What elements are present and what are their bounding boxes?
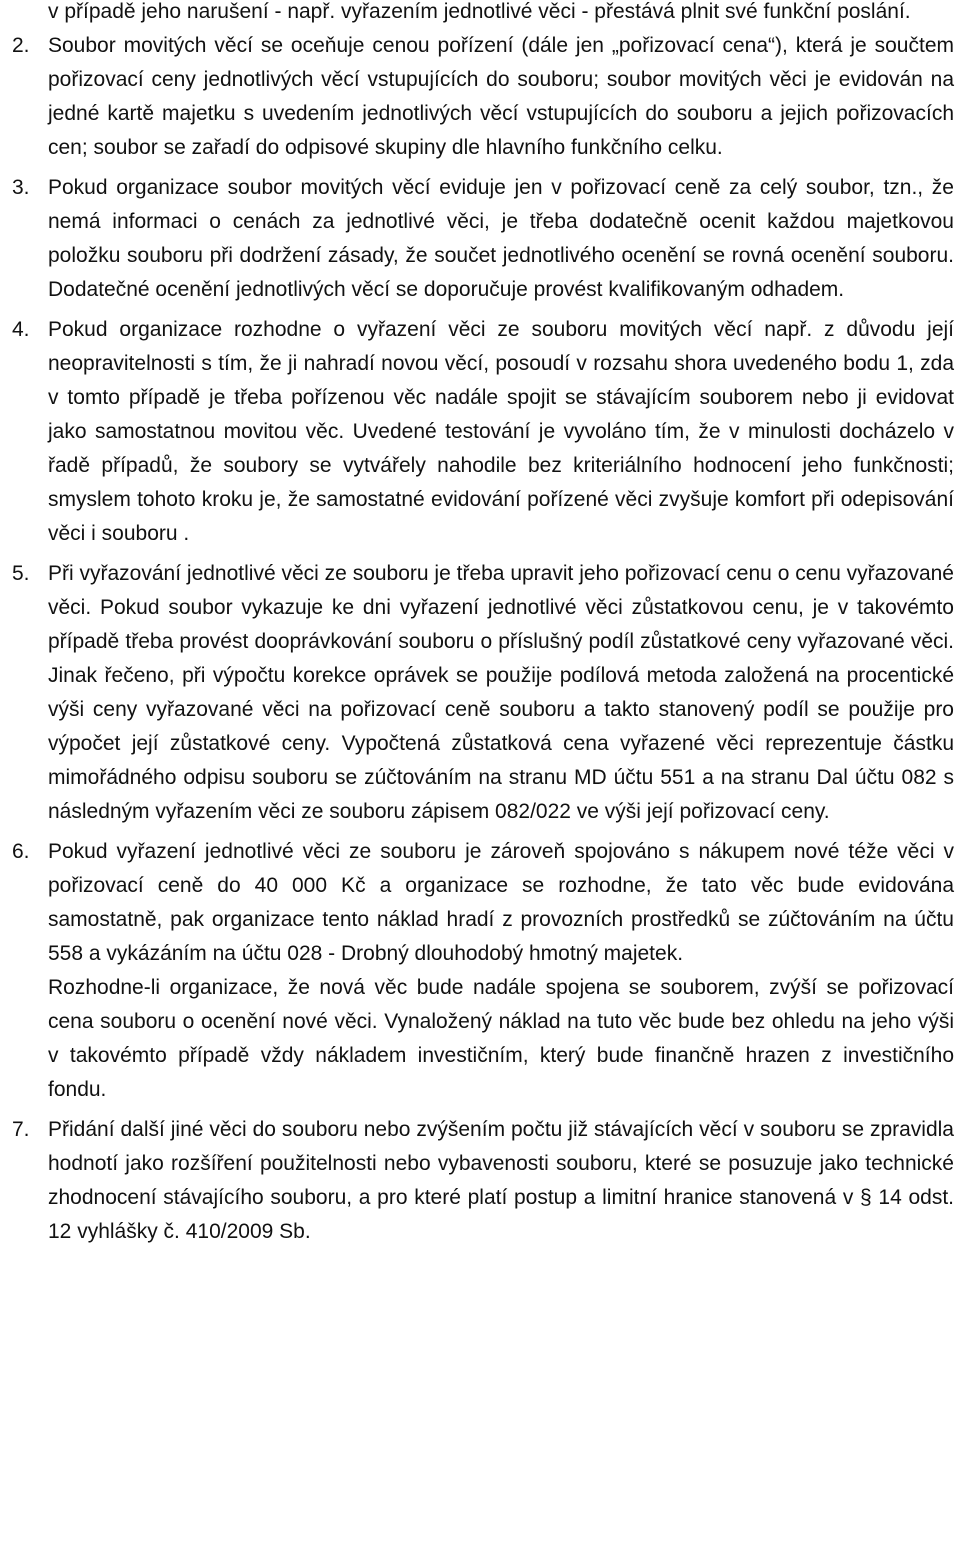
- item-body: [48, 171, 954, 307]
- item-paragraph: Pokud organizace rozhodne o vyřazení věci ze souboru movitých věcí např. z důvodu její neopravitelnosti s tím, že ji nahradí novou věcí, posoudí v rozsahu shora uvedeného bodu 1, zda v tomto případě je třeba pořízenou věc nadále spojit se stávajícím souborem nebo ji evidovat jako samostatnou movitou věc. Uvedené testování je vyvoláno tím, že v minulosti docházelo v řadě případů, že soubory se vytvářely nahodile bez kriteriálního hodnocení jeho funkčnosti; smyslem tohoto kroku je, že samostatné evidování pořízené věci zvyšuje komfort při odepisování věci i souboru .: [48, 318, 954, 545]
- list-item-3: [12, 171, 954, 307]
- item-number: 7.: [12, 1118, 30, 1141]
- list-item-4: [12, 313, 954, 551]
- item-paragraph: Rozhodne-li organizace, že nová věc bude nadále spojena se souborem, zvýší se pořizovací cena souboru o ocenění nové věci. Vynaložený náklad na tuto věc bude bez ohledu na jeho výši v takovémto případě vždy nákladem investičním, který bude finančně hrazen z investičního fondu.: [48, 976, 954, 1101]
- item-number: 4.: [12, 318, 30, 341]
- list-item-5: [12, 557, 954, 829]
- item-body: [48, 29, 954, 165]
- item-body: [48, 557, 954, 829]
- item-body: [48, 313, 954, 551]
- list-item-7: [12, 1113, 954, 1249]
- intro-paragraph: v případě jeho narušení - např. vyřazením jednotlivé věci - přestává plnit své funkční poslání.: [48, 0, 911, 23]
- item-paragraph: Při vyřazování jednotlivé věci ze souboru je třeba upravit jeho pořizovací cenu o cenu vyřazované věci. Pokud soubor vykazuje ke dni vyřazení jednotlivé věci zůstatkovou cenu, je v takovémto případě třeba provést dooprávkování souboru o příslušný podíl zůstatkové ceny vyřazované věci. Jinak řečeno, při výpočtu korekce oprávek se použije podílová metoda založená na procentické výši ceny vyřazované věci na pořizovací ceně souboru a takto stanovený podíl se použije pro výpočet její zůstatkové ceny. Vypočtená zůstatková cena vyřazené věci reprezentuje částku mimořádného odpisu souboru se zúčtováním na stranu MD účtu 551 a na stranu Dal účtu 082 s následným vyřazením věci ze souboru zápisem 082/022 ve výši její pořizovací ceny.: [48, 562, 954, 823]
- item-number: 6.: [12, 840, 30, 863]
- item-body: [48, 1113, 954, 1249]
- item-paragraph: Pokud vyřazení jednotlivé věci ze souboru je zároveň spojováno s nákupem nové téže věci v pořizovací ceně do 40 000 Kč a organizace se rozhodne, že tato věc bude evidována samostatně, pak organizace tento náklad hradí z provozních prostředků se zúčtováním na účtu 558 a vykázáním na účtu 028 - Drobný dlouhodobý hmotný majetek.: [48, 840, 954, 965]
- item-number: 5.: [12, 562, 30, 585]
- list-item-6: [12, 835, 954, 1107]
- item-number: 2.: [12, 34, 30, 57]
- item-number: 3.: [12, 176, 30, 199]
- list-item-2: [12, 29, 954, 165]
- item-paragraph: Pokud organizace soubor movitých věcí eviduje jen v pořizovací ceně za celý soubor, tzn., že nemá informaci o cenách za jednotlivé věci, je třeba dodatečně ocenit každou majetkovou položku souboru při dodržení zásady, že součet jednotlivého ocenění se rovná ocenění souboru. Dodatečné ocenění jednotlivých věcí se doporučuje provést kvalifikovaným odhadem.: [48, 176, 954, 301]
- item-paragraph: Soubor movitých věcí se oceňuje cenou pořízení (dále jen „pořizovací cena“), která je součtem pořizovací ceny jednotlivých věcí vstupujících do souboru; soubor movitých věci je evidován na jedné kartě majetku s uvedením jednotlivých věcí vstupujících do souboru a jejich pořizovacích cen; soubor se zařadí do odpisové skupiny dle hlavního funkčního celku.: [48, 34, 954, 159]
- item-body: [48, 835, 954, 1107]
- item-paragraph: Přidání další jiné věci do souboru nebo zvýšením počtu již stávajících věcí v souboru se zpravidla hodnotí jako rozšíření použitelnosti nebo vybavenosti souboru, které se posuzuje jako technické zhodnocení stávajícího souboru, a pro které platí postup a limitní hranice stanovená v § 14 odst. 12 vyhlášky č. 410/2009 Sb.: [48, 1118, 954, 1243]
